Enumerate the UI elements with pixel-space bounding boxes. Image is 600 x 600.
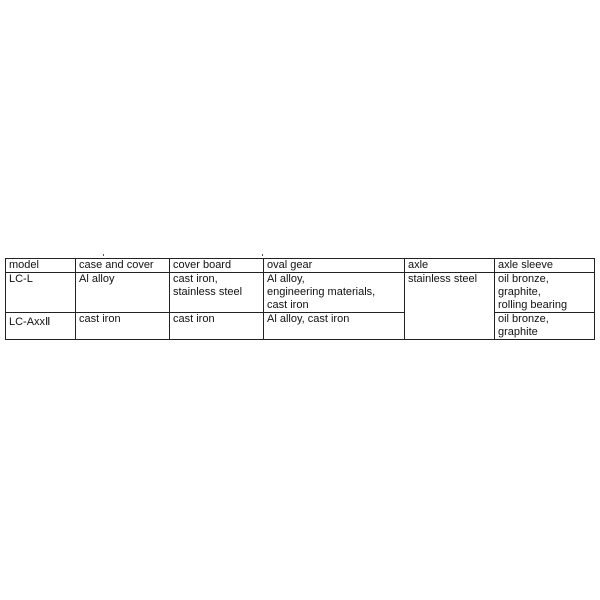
cell-oval-gear [264, 273, 405, 313]
cell-model: LC-AxxⅡ [6, 313, 76, 340]
cell-axle-sleeve [495, 273, 595, 313]
table-header-row [6, 259, 595, 273]
scan-mark [262, 254, 263, 256]
cell-cover-board [170, 273, 264, 313]
table-row [6, 313, 595, 340]
scan-mark [103, 254, 104, 256]
cell-line: cast iron [267, 299, 309, 311]
header-axle: axle [405, 259, 495, 273]
cell-line: engineering materials, [267, 286, 376, 298]
cell-line: cast iron, [173, 273, 218, 285]
header-case-and-cover: case and cover [76, 259, 170, 273]
header-axle-sleeve: axle sleeve [495, 259, 595, 273]
cell-axle-sleeve [495, 313, 595, 340]
header-oval-gear: oval gear [264, 259, 405, 273]
cell-line: graphite [498, 326, 538, 338]
header-cover-board: cover board [170, 259, 264, 273]
cell-line: Al alloy, [267, 273, 305, 285]
cell-line: graphite, [498, 286, 541, 298]
cell-case-and-cover: Al alloy [76, 273, 170, 313]
header-model: model [6, 259, 76, 273]
cell-line: rolling bearing [498, 299, 568, 311]
materials-table [5, 258, 595, 340]
cell-line: oil bronze, [498, 313, 549, 325]
cell-cover-board [170, 313, 264, 340]
cell-model: LC-L [6, 273, 76, 313]
cell-line: stainless steel [173, 286, 243, 298]
table-row [6, 273, 595, 313]
cell-axle: stainless steel [405, 273, 495, 340]
cell-case-and-cover: cast iron [76, 313, 170, 340]
cell-line: oil bronze, [498, 273, 549, 285]
cell-oval-gear [264, 313, 405, 340]
cell-line: cast iron [173, 313, 215, 325]
cell-line: Al alloy, cast iron [267, 313, 350, 325]
